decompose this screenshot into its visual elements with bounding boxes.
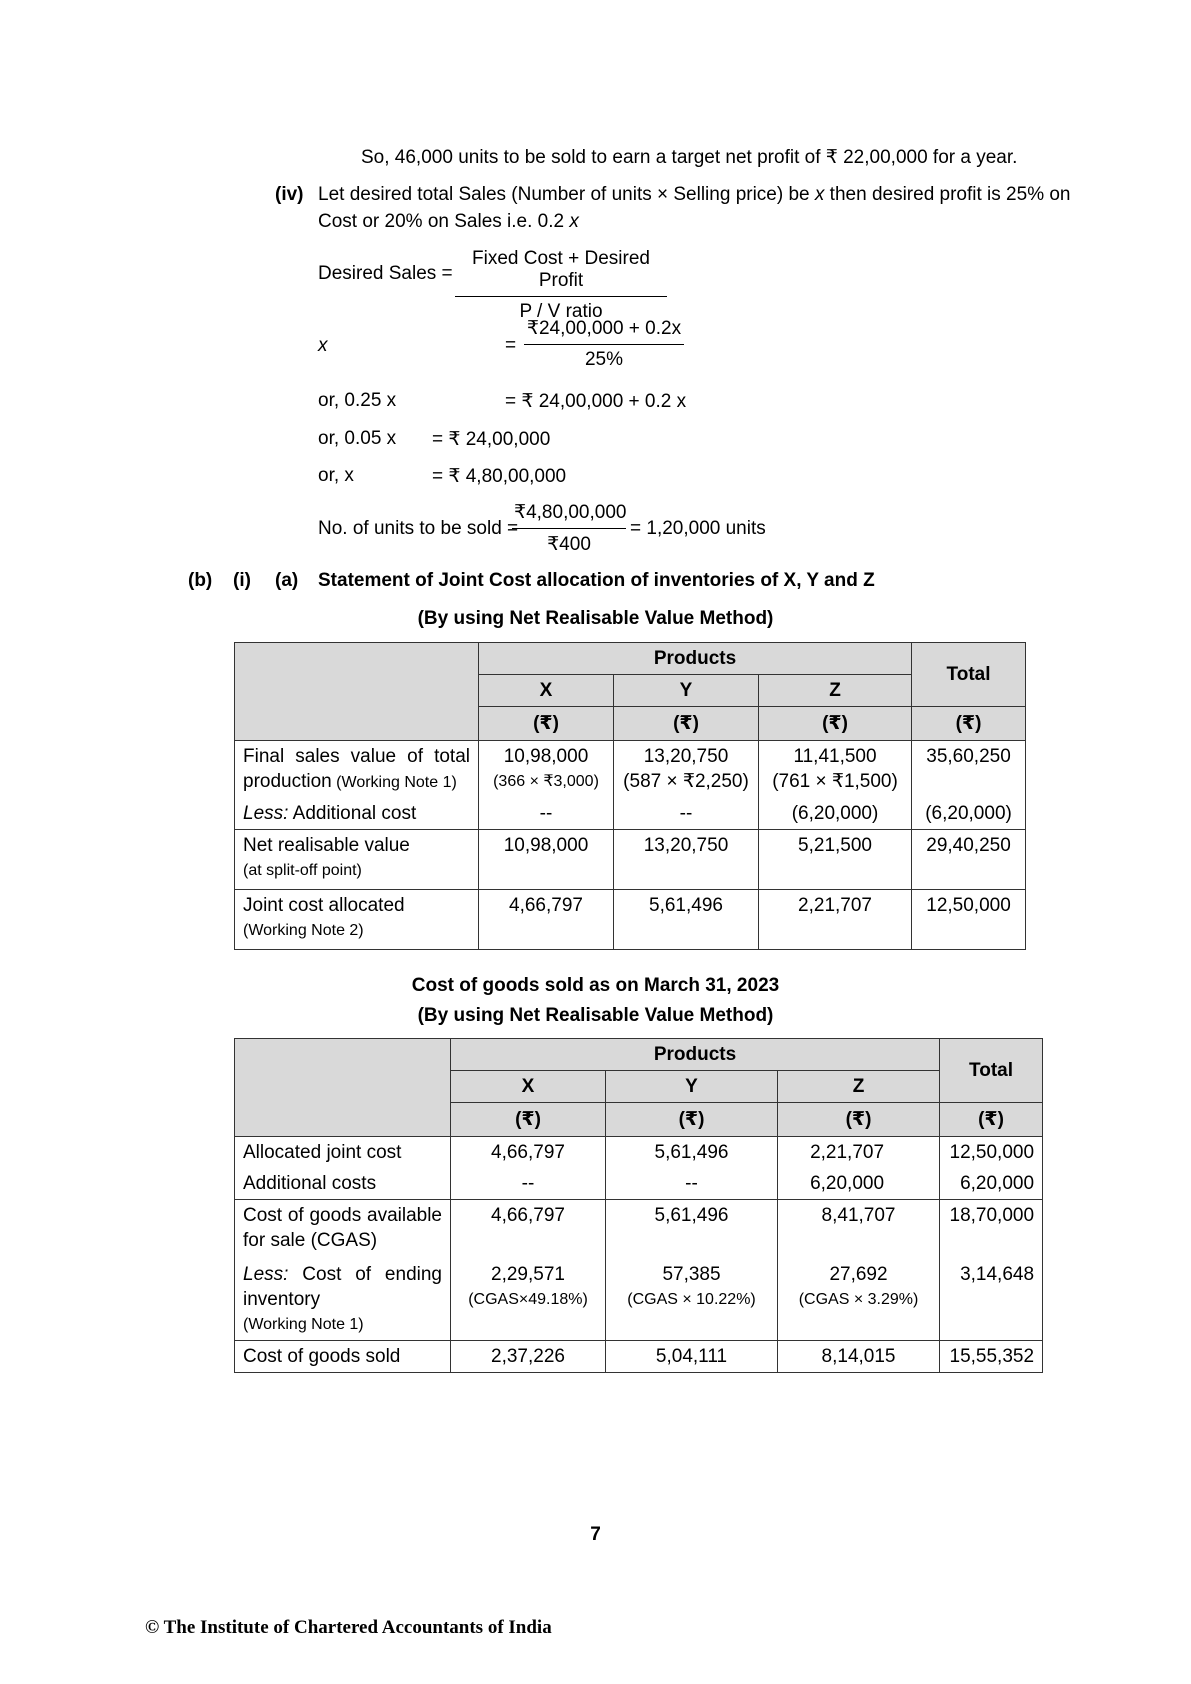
- table2-products-header: Products: [451, 1039, 940, 1071]
- eq1-denominator: P / V ratio: [519, 301, 603, 322]
- cell-x: 4,66,797: [479, 890, 614, 950]
- part-iv-label: (iv): [275, 184, 304, 205]
- eq2-numerator: ₹24,00,000 + 0.2x: [524, 317, 684, 345]
- part-iv-intro-line2: Cost or 20% on Sales i.e. 0.2 x: [318, 211, 579, 232]
- cell-y: 5,61,496: [614, 890, 759, 950]
- joint-cost-table: [234, 642, 1026, 950]
- table1-unit-y: (₹): [614, 707, 759, 741]
- cell-y: 57,385 (CGAS × 10.22%): [606, 1256, 778, 1341]
- table1-col-y: Y: [614, 675, 759, 707]
- table1-unit-total: (₹): [912, 707, 1026, 741]
- conclusion-text: So, 46,000 units to be sold to earn a target net profit of ₹ 22,00,000 for a year.: [361, 147, 1018, 168]
- row-label: Less: Additional cost: [235, 798, 479, 830]
- table2-col-z: Z: [778, 1071, 940, 1103]
- cell-y: 5,61,496: [606, 1137, 778, 1169]
- cell-z: 11,41,500 (761 × ₹1,500): [759, 741, 912, 799]
- eq3-lhs: or, 0.25 x: [318, 390, 397, 411]
- cell-y: --: [614, 798, 759, 830]
- table2-unit-total: (₹): [940, 1103, 1043, 1137]
- cell-total: 15,55,352: [940, 1341, 1043, 1373]
- table1-products-header: Products: [479, 643, 912, 675]
- cell-x: --: [479, 798, 614, 830]
- cell-total: 18,70,000: [940, 1200, 1043, 1257]
- units-fraction: [512, 501, 626, 556]
- row-label: Joint cost allocated (Working Note 2): [235, 890, 479, 950]
- table1-blank-header: [235, 643, 479, 741]
- eq2-fraction: [524, 317, 684, 371]
- table2-total-header: Total: [940, 1039, 1043, 1103]
- page-number: 7: [590, 1524, 601, 1545]
- cell-x: 4,66,797: [451, 1137, 606, 1169]
- cell-y: 13,20,750 (587 × ₹2,250): [614, 741, 759, 799]
- eq1-lhs: Desired Sales =: [318, 263, 453, 284]
- table2-unit-x: (₹): [451, 1103, 606, 1137]
- cell-z: 2,21,707: [759, 890, 912, 950]
- cell-x: 10,98,000: [479, 830, 614, 890]
- row-label: Final sales value of total production (Working Note 1): [235, 741, 479, 799]
- table-row: [235, 1256, 1043, 1341]
- cell-y: --: [606, 1168, 778, 1200]
- table-row: [235, 1341, 1043, 1373]
- units-rhs: = 1,20,000 units: [630, 518, 766, 539]
- row-label: Cost of goods sold: [235, 1341, 451, 1373]
- eq4-lhs: or, 0.05 x: [318, 428, 397, 449]
- eq1-fraction: [455, 248, 667, 323]
- footer-copyright: © The Institute of Chartered Accountants of India: [145, 1617, 552, 1638]
- eq3-rhs: = ₹ 24,00,000 + 0.2 x: [505, 391, 687, 412]
- table2-col-y: Y: [606, 1071, 778, 1103]
- table2-col-x: X: [451, 1071, 606, 1103]
- cell-y: 13,20,750: [614, 830, 759, 890]
- table-row: [235, 798, 1026, 830]
- units-numerator: ₹4,80,00,000: [512, 501, 626, 529]
- cell-y: 5,61,496: [606, 1200, 778, 1257]
- row-label: Additional costs: [235, 1168, 451, 1200]
- eq5-lhs: or, x: [318, 465, 354, 486]
- cogs-title: Cost of goods sold as on March 31, 2023: [411, 975, 780, 996]
- cell-z: 5,21,500: [759, 830, 912, 890]
- row-label: Allocated joint cost: [235, 1137, 451, 1169]
- cell-z: 6,20,000: [778, 1168, 940, 1200]
- table1-total-header: Total: [912, 643, 1026, 707]
- table1-col-z: Z: [759, 675, 912, 707]
- cell-total: 3,14,648: [940, 1256, 1043, 1341]
- units-denominator: ₹400: [547, 534, 591, 555]
- cell-x: --: [451, 1168, 606, 1200]
- table-row: [235, 1168, 1043, 1200]
- table-row: [235, 1137, 1043, 1169]
- cell-z: (6,20,000): [759, 798, 912, 830]
- eq2-equals: =: [505, 335, 517, 356]
- cell-z: 27,692 (CGAS × 3.29%): [778, 1256, 940, 1341]
- row-label: Net realisable value (at split-off point): [235, 830, 479, 890]
- cogs-table: [234, 1038, 1043, 1373]
- cell-z: 2,21,707: [778, 1137, 940, 1169]
- cell-x: 10,98,000 (366 × ₹3,000): [479, 741, 614, 799]
- table-row: [235, 741, 1026, 799]
- table1-unit-x: (₹): [479, 707, 614, 741]
- cell-x: 2,29,571 (CGAS×49.18%): [451, 1256, 606, 1341]
- cell-x: 2,37,226: [451, 1341, 606, 1373]
- cell-y: 5,04,111: [606, 1341, 778, 1373]
- cell-total: 12,50,000: [940, 1137, 1043, 1169]
- table2-unit-z: (₹): [778, 1103, 940, 1137]
- eq2-denominator: 25%: [584, 349, 624, 370]
- table2-blank-header: [235, 1039, 451, 1137]
- table1-unit-z: (₹): [759, 707, 912, 741]
- section-b-i-label: (i): [233, 570, 251, 591]
- units-lhs: No. of units to be sold =: [318, 518, 519, 539]
- section-b-title: Statement of Joint Cost allocation of inventories of X, Y and Z: [318, 570, 875, 591]
- cell-x: 4,66,797: [451, 1200, 606, 1257]
- cell-total: (6,20,000): [912, 798, 1026, 830]
- table-row: [235, 830, 1026, 890]
- table1-col-x: X: [479, 675, 614, 707]
- cell-z: 8,14,015: [778, 1341, 940, 1373]
- eq5-rhs: = ₹ 4,80,00,000: [432, 466, 567, 487]
- section-b-label: (b): [188, 570, 213, 591]
- cell-total: 6,20,000: [940, 1168, 1043, 1200]
- section-b-subtitle: (By using Net Realisable Value Method): [417, 608, 774, 629]
- eq1-numerator: Fixed Cost + Desired Profit: [455, 248, 667, 297]
- table2-unit-y: (₹): [606, 1103, 778, 1137]
- row-label: Less: Cost of ending inventory (Working Note 1): [235, 1256, 451, 1341]
- cogs-subtitle: (By using Net Realisable Value Method): [417, 1005, 774, 1026]
- cell-total: 12,50,000: [912, 890, 1026, 950]
- eq4-rhs: = ₹ 24,00,000: [432, 429, 551, 450]
- table-row: [235, 890, 1026, 950]
- row-label: Cost of goods available for sale (CGAS): [235, 1200, 451, 1257]
- section-b-a-label: (a): [275, 570, 299, 591]
- cell-z: 8,41,707: [778, 1200, 940, 1257]
- cell-total: 35,60,250: [912, 741, 1026, 799]
- cell-total: 29,40,250: [912, 830, 1026, 890]
- table-row: [235, 1200, 1043, 1257]
- eq2-lhs: x: [318, 335, 328, 356]
- part-iv-intro-line1: Let desired total Sales (Number of units × Selling price) be x then desired profit is 25% on: [318, 184, 1071, 205]
